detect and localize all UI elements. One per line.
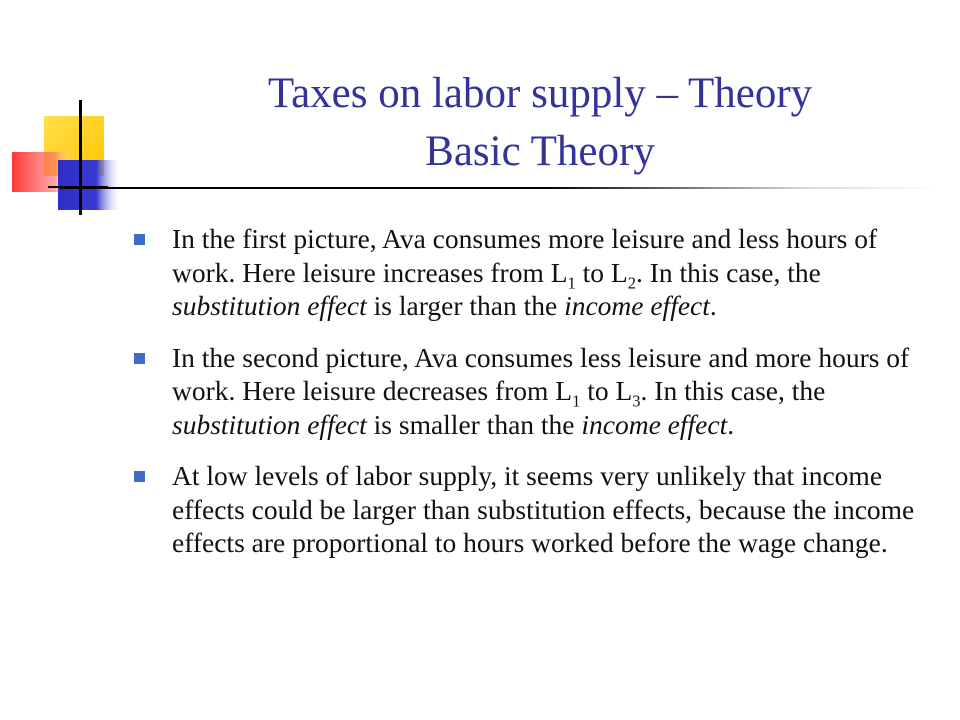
text-run: is smaller than the [366,408,582,440]
text-run: . In this case, the [635,256,821,288]
bullet-text [172,222,944,323]
bullet-marker-icon [134,471,145,482]
text-run: . [727,408,735,440]
text-run: In the first picture, Ava consumes more leisure and less hours of work. Here leisure increases from L [172,223,878,288]
text-run: . [709,290,717,321]
bullet-item-2 [134,341,944,442]
slide-title-line-2: Basic Theory [425,128,655,175]
text-run: is larger than the [366,290,565,321]
bullet-list [134,222,944,560]
italic-term: income effect [581,408,728,440]
italic-term: substitution effect [172,408,367,440]
bullet-text [172,341,944,442]
bullet-marker-icon [134,353,145,364]
text-run: to L [580,375,633,406]
italic-term: income effect [564,290,710,321]
text-run: to L [575,256,628,288]
bullet-item-3 [134,459,944,560]
bullet-text: At low levels of labor supply, it seems very unlikely that income effects could be larger than substitution effects, because the income effects are proportional to hours worked before the wage change. [172,460,915,558]
slide-title-line-1: Taxes on labor supply – Theory [267,70,813,117]
bullet-item-1 [134,222,944,323]
italic-term: substitution effect [172,290,367,321]
subscript: 1 [567,273,576,292]
text-run: . In this case, the [640,375,826,406]
subscript: 1 [572,391,581,411]
subscript: 2 [627,273,636,292]
subscript: 3 [632,391,641,411]
title-underline-divider [60,187,940,189]
vertical-line [79,100,82,215]
bullet-marker-icon [134,234,145,245]
text-run: In the second picture, Ava consumes less leisure and more hours of work. Here leisure decreases from L [172,341,910,406]
blue-square [58,160,122,210]
